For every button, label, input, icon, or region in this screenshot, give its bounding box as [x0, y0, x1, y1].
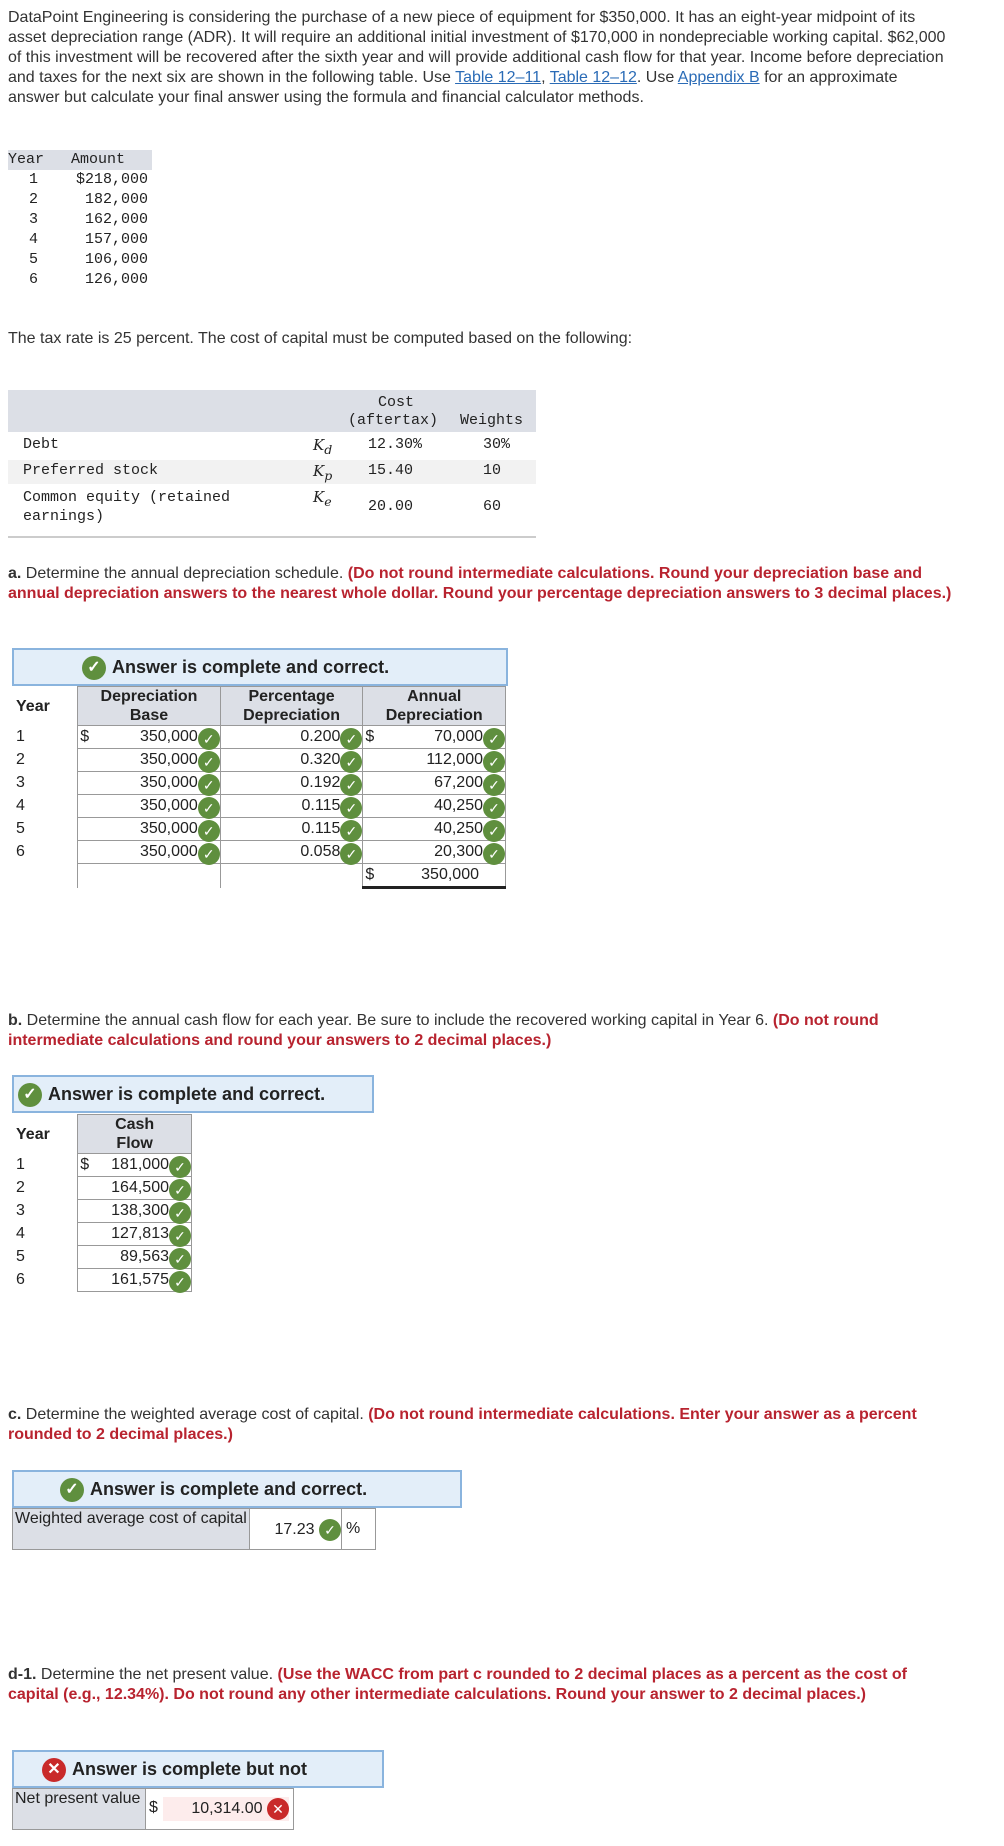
- income-year: 5: [28, 251, 38, 268]
- row-year: 5: [12, 1246, 78, 1269]
- wacc-value: 17.23: [274, 1521, 315, 1539]
- depreciation-base-value: 350,000 ✓: [82, 797, 216, 815]
- part-c-instructions: (Do not round intermediate calculations. Enter your answer as a percent rounded to 2 decimal places.): [8, 1406, 917, 1443]
- check-circle-icon: ✓: [340, 751, 362, 773]
- percentage-depreciation-input[interactable]: [220, 795, 363, 818]
- income-year: 4: [28, 231, 38, 248]
- depreciation-base-value: 350,000 ✓: [82, 820, 216, 838]
- income-year: 6: [28, 271, 38, 288]
- check-circle-icon: ✓: [169, 1202, 191, 1224]
- depreciation-base-value: 350,000 ✓: [82, 774, 216, 792]
- npv-input[interactable]: [163, 1797, 289, 1821]
- intro-separator: ,: [541, 69, 550, 86]
- depreciation-base-input[interactable]: [78, 841, 221, 864]
- header-annual-depreciation: Annual Depreciation: [363, 687, 506, 726]
- check-circle-icon: ✓: [198, 751, 220, 773]
- cash-flow-row: [12, 1154, 192, 1177]
- cash-flow-value: 138,300 ✓: [82, 1202, 187, 1220]
- row-year: 4: [12, 795, 78, 818]
- row-year: 2: [12, 749, 78, 772]
- wacc-answer-row: [12, 1508, 376, 1550]
- wacc-input[interactable]: [251, 1519, 341, 1541]
- currency-symbol: $: [365, 728, 375, 745]
- percentage-depreciation-value: 0.200 ✓: [225, 728, 359, 746]
- annual-depreciation-input[interactable]: [363, 818, 506, 841]
- banner-text: Answer is complete and correct.: [48, 1084, 326, 1104]
- cash-flow-input[interactable]: [78, 1154, 192, 1177]
- income-table: [8, 150, 152, 290]
- empty-cell: [12, 864, 78, 888]
- intro-text: DataPoint Engineering is considering the purchase of a new piece of equipment for $350,000. It has an eight-year midpoint of its asset depreciation range (ADR). It will require an additional initial investment of $170,000 in nondepreciable working capital. $62,000 of this investment will be recovered after the sixth year and will provide additional cash flow for that year. Income before depreciation and taxes for the next six are shown in the following table. Use: [8, 9, 946, 86]
- empty-cell: [78, 864, 221, 888]
- check-circle-icon: ✓: [340, 820, 362, 842]
- row-label: Preferred stock: [23, 462, 159, 479]
- depreciation-base-value: 350,000 ✓: [82, 728, 216, 746]
- depreciation-row: [12, 795, 506, 818]
- cash-flow-input[interactable]: [78, 1177, 192, 1200]
- cash-flow-value: 89,563 ✓: [82, 1248, 187, 1266]
- row-symbol: $K_e$: [313, 488, 332, 509]
- part-d1-instructions: (Use the WACC from part c rounded to 2 decimal places as a percent as the cost of capital (e.g., 12.34%). Do not round any other intermediate calculations. Round your answer to 2 decimal places.): [8, 1666, 907, 1703]
- annual-depreciation-input[interactable]: [363, 772, 506, 795]
- row-symbol: $K_p$: [313, 462, 333, 483]
- annual-depreciation-input[interactable]: [363, 841, 506, 864]
- cash-flow-row: [12, 1246, 192, 1269]
- wacc-label: Weighted average cost of capital: [13, 1509, 250, 1549]
- row-year: 5: [12, 818, 78, 841]
- row-year: 3: [12, 772, 78, 795]
- header-weights: Weights: [460, 412, 524, 429]
- row-weight: 30%: [483, 436, 511, 453]
- income-year: 3: [28, 211, 38, 228]
- row-symbol: $K_d$: [313, 436, 333, 457]
- check-circle-icon: ✓: [340, 774, 362, 796]
- part-a-question: [8, 564, 958, 604]
- part-b-instructions: (Do not round intermediate calculations and round your answers to 2 decimal places.): [8, 1012, 879, 1049]
- percentage-depreciation-value: 0.115 ✓: [225, 820, 359, 838]
- income-row: [8, 230, 152, 250]
- cash-flow-input[interactable]: [78, 1223, 192, 1246]
- cash-flow-input[interactable]: [78, 1269, 192, 1292]
- income-amount: 126,000: [84, 271, 148, 288]
- depreciation-row: [12, 841, 506, 864]
- header-year: Year: [12, 687, 78, 726]
- annual-depreciation-input[interactable]: [363, 795, 506, 818]
- depreciation-row: [12, 818, 506, 841]
- cash-flow-header-row: [12, 1115, 192, 1154]
- depreciation-base-input[interactable]: [78, 772, 221, 795]
- check-circle-icon: ✓: [319, 1519, 341, 1541]
- check-circle-icon: ✓: [483, 797, 505, 819]
- tax-rate-text: The tax rate is 25 percent. The cost of capital must be computed based on the following:: [8, 330, 633, 347]
- header-amount: Amount: [71, 151, 126, 168]
- row-label: Debt: [23, 436, 60, 453]
- percentage-depreciation-input[interactable]: [220, 772, 363, 795]
- x-circle-icon: ✕: [42, 1758, 66, 1782]
- intro-text-3: for an approximate answer but calculate your final answer using the formula and financial calculator methods.: [8, 69, 898, 106]
- check-circle-icon: ✓: [169, 1179, 191, 1201]
- part-b-question: [8, 1011, 958, 1051]
- cash-flow-row: [12, 1200, 192, 1223]
- income-amount: 162,000: [84, 211, 148, 228]
- percentage-depreciation-value: 0.320 ✓: [225, 751, 359, 769]
- depreciation-base-value: 350,000 ✓: [82, 843, 216, 861]
- row-cost: 12.30%: [368, 436, 423, 453]
- cash-flow-input[interactable]: [78, 1200, 192, 1223]
- check-circle-icon: ✓: [82, 656, 106, 680]
- depreciation-header-row: [12, 687, 506, 726]
- annual-depreciation-value: 112,000 ✓: [367, 751, 501, 769]
- part-a-instructions: (Do not round intermediate calculations. Round your depreciation base and annual depreciation answers to the nearest whole dollar. Round your percentage depreciation answers to 3 decimal places.): [8, 565, 952, 602]
- header-aftertax: (aftertax): [348, 412, 439, 429]
- check-circle-icon: ✓: [169, 1156, 191, 1178]
- table-12-12-link[interactable]: Table 12–12: [549, 69, 637, 86]
- depreciation-row: [12, 772, 506, 795]
- annual-depreciation-value: 67,200 ✓: [367, 774, 501, 792]
- banner-text: Answer is complete and correct.: [112, 657, 390, 677]
- check-circle-icon: ✓: [198, 774, 220, 796]
- cash-flow-value: 164,500 ✓: [82, 1179, 187, 1197]
- row-year: 2: [12, 1177, 78, 1200]
- income-year: 2: [28, 191, 38, 208]
- part-a-prefix: a.: [8, 565, 22, 582]
- check-circle-icon: ✓: [198, 728, 220, 750]
- income-table-header: [8, 150, 152, 170]
- row-year: 6: [12, 1269, 78, 1292]
- row-weight: 10: [483, 462, 502, 479]
- annual-depreciation-input[interactable]: [363, 749, 506, 772]
- annual-depreciation-input[interactable]: [363, 726, 506, 749]
- currency-symbol: $: [365, 866, 375, 883]
- income-amount: $218,000: [75, 171, 148, 188]
- row-year: 6: [12, 841, 78, 864]
- part-d1-prefix: d-1.: [8, 1666, 37, 1683]
- income-amount: 182,000: [84, 191, 148, 208]
- cash-flow-value: 161,575 ✓: [82, 1271, 187, 1289]
- check-circle-icon: ✓: [340, 797, 362, 819]
- cost-row-equity: [8, 486, 536, 530]
- check-circle-icon: ✓: [198, 843, 220, 865]
- part-c-prefix: c.: [8, 1406, 22, 1423]
- part-d1-question: [8, 1665, 958, 1705]
- income-amount: 106,000: [84, 251, 148, 268]
- percent-unit: %: [341, 1509, 380, 1549]
- cash-flow-input[interactable]: [78, 1246, 192, 1269]
- part-c-text: Determine the weighted average cost of capital.: [21, 1406, 369, 1423]
- annual-depreciation-value: 40,250 ✓: [367, 797, 501, 815]
- row-year: 3: [12, 1200, 78, 1223]
- cash-flow-value: 127,813 ✓: [82, 1225, 187, 1243]
- cost-row-preferred: [8, 460, 536, 484]
- check-circle-icon: ✓: [483, 751, 505, 773]
- part-d1-text: Determine the net present value.: [36, 1666, 278, 1683]
- check-circle-icon: ✓: [340, 728, 362, 750]
- depreciation-base-input[interactable]: [78, 795, 221, 818]
- total-value: 350,000: [421, 866, 479, 883]
- empty-cell: [220, 864, 363, 888]
- check-circle-icon: ✓: [483, 843, 505, 865]
- x-circle-icon: ✕: [267, 1798, 289, 1820]
- cost-row-debt: [8, 434, 536, 458]
- depreciation-base-input[interactable]: [78, 818, 221, 841]
- depreciation-row: [12, 749, 506, 772]
- depreciation-total-row: [12, 864, 506, 888]
- part-b-text: Determine the annual cash flow for each year. Be sure to include the recovered working capital in Year 6.: [22, 1012, 773, 1029]
- banner-text: Answer is complete and correct.: [90, 1479, 368, 1499]
- cash-flow-value: 181,000 ✓: [82, 1156, 187, 1174]
- percentage-depreciation-value: 0.115 ✓: [225, 797, 359, 815]
- currency-symbol: $: [80, 728, 90, 745]
- annual-depreciation-value: 40,250 ✓: [367, 820, 501, 838]
- header-cost: Cost: [378, 394, 415, 411]
- depreciation-row: [12, 726, 506, 749]
- cost-of-capital-table: [8, 390, 536, 538]
- currency-symbol: $: [149, 1799, 158, 1816]
- part-c-question: [8, 1405, 958, 1445]
- row-weight: 60: [483, 498, 502, 515]
- percentage-depreciation-input[interactable]: [220, 818, 363, 841]
- income-row: [8, 210, 152, 230]
- check-circle-icon: ✓: [169, 1271, 191, 1293]
- cash-flow-table: [12, 1114, 192, 1292]
- depreciation-base-value: 350,000 ✓: [82, 751, 216, 769]
- cash-flow-row: [12, 1177, 192, 1200]
- depreciation-base-input[interactable]: [78, 726, 221, 749]
- check-circle-icon: ✓: [483, 728, 505, 750]
- header-year: Year: [12, 1115, 78, 1154]
- row-year: 1: [12, 1154, 78, 1177]
- percentage-depreciation-value: 0.058 ✓: [225, 843, 359, 861]
- percentage-depreciation-value: 0.192 ✓: [225, 774, 359, 792]
- header-cash-flow: Cash Flow: [78, 1115, 192, 1154]
- intro-text-2: . Use: [636, 69, 678, 86]
- check-circle-icon: ✓: [60, 1478, 84, 1502]
- percentage-depreciation-input[interactable]: [220, 749, 363, 772]
- row-label: Common equity (retained earnings): [23, 489, 231, 525]
- row-year: 1: [12, 726, 78, 749]
- depreciation-table: [12, 686, 506, 889]
- part-b-result-banner: [12, 1075, 374, 1113]
- check-circle-icon: ✓: [483, 774, 505, 796]
- part-a-text: Determine the annual depreciation schedule.: [21, 565, 348, 582]
- problem-intro: [8, 8, 948, 108]
- row-year: 4: [12, 1223, 78, 1246]
- check-circle-icon: ✓: [169, 1248, 191, 1270]
- check-circle-icon: ✓: [169, 1225, 191, 1247]
- annual-depreciation-value: 20,300 ✓: [367, 843, 501, 861]
- income-year: 1: [28, 171, 38, 188]
- income-row: [8, 270, 152, 290]
- check-circle-icon: ✓: [198, 797, 220, 819]
- part-b-prefix: b.: [8, 1012, 23, 1029]
- header-percentage-depreciation: Percentage Depreciation: [220, 687, 363, 726]
- check-circle-icon: ✓: [340, 843, 362, 865]
- npv-value: 10,314.00: [191, 1800, 263, 1817]
- table-12-11-link[interactable]: Table 12–11: [455, 69, 542, 86]
- currency-symbol: $: [80, 1156, 90, 1173]
- income-row: [8, 250, 152, 270]
- income-row: [8, 190, 152, 210]
- check-circle-icon: ✓: [18, 1083, 42, 1107]
- row-cost: 20.00: [368, 498, 414, 515]
- total-depreciation: [363, 864, 506, 888]
- header-depreciation-base: Depreciation Base: [78, 687, 221, 726]
- annual-depreciation-value: 70,000 ✓: [367, 728, 501, 746]
- row-cost: 15.40: [368, 462, 414, 479]
- part-d1-result-banner: [12, 1750, 384, 1788]
- npv-label: Net present value: [13, 1789, 146, 1829]
- header-year: Year: [8, 151, 45, 168]
- income-row: [8, 170, 152, 190]
- depreciation-base-input[interactable]: [78, 749, 221, 772]
- check-circle-icon: ✓: [198, 820, 220, 842]
- check-circle-icon: ✓: [483, 820, 505, 842]
- banner-text: Answer is complete but not: [72, 1759, 308, 1779]
- npv-answer-row: [12, 1788, 294, 1830]
- part-c-result-banner: [12, 1470, 462, 1508]
- part-a-result-banner: [12, 648, 508, 686]
- cash-flow-row: [12, 1223, 192, 1246]
- percentage-depreciation-input[interactable]: [220, 726, 363, 749]
- cash-flow-row: [12, 1269, 192, 1292]
- income-amount: 157,000: [84, 231, 148, 248]
- appendix-b-link[interactable]: Appendix B: [677, 69, 760, 86]
- cost-table-header: [8, 390, 536, 432]
- percentage-depreciation-input[interactable]: [220, 841, 363, 864]
